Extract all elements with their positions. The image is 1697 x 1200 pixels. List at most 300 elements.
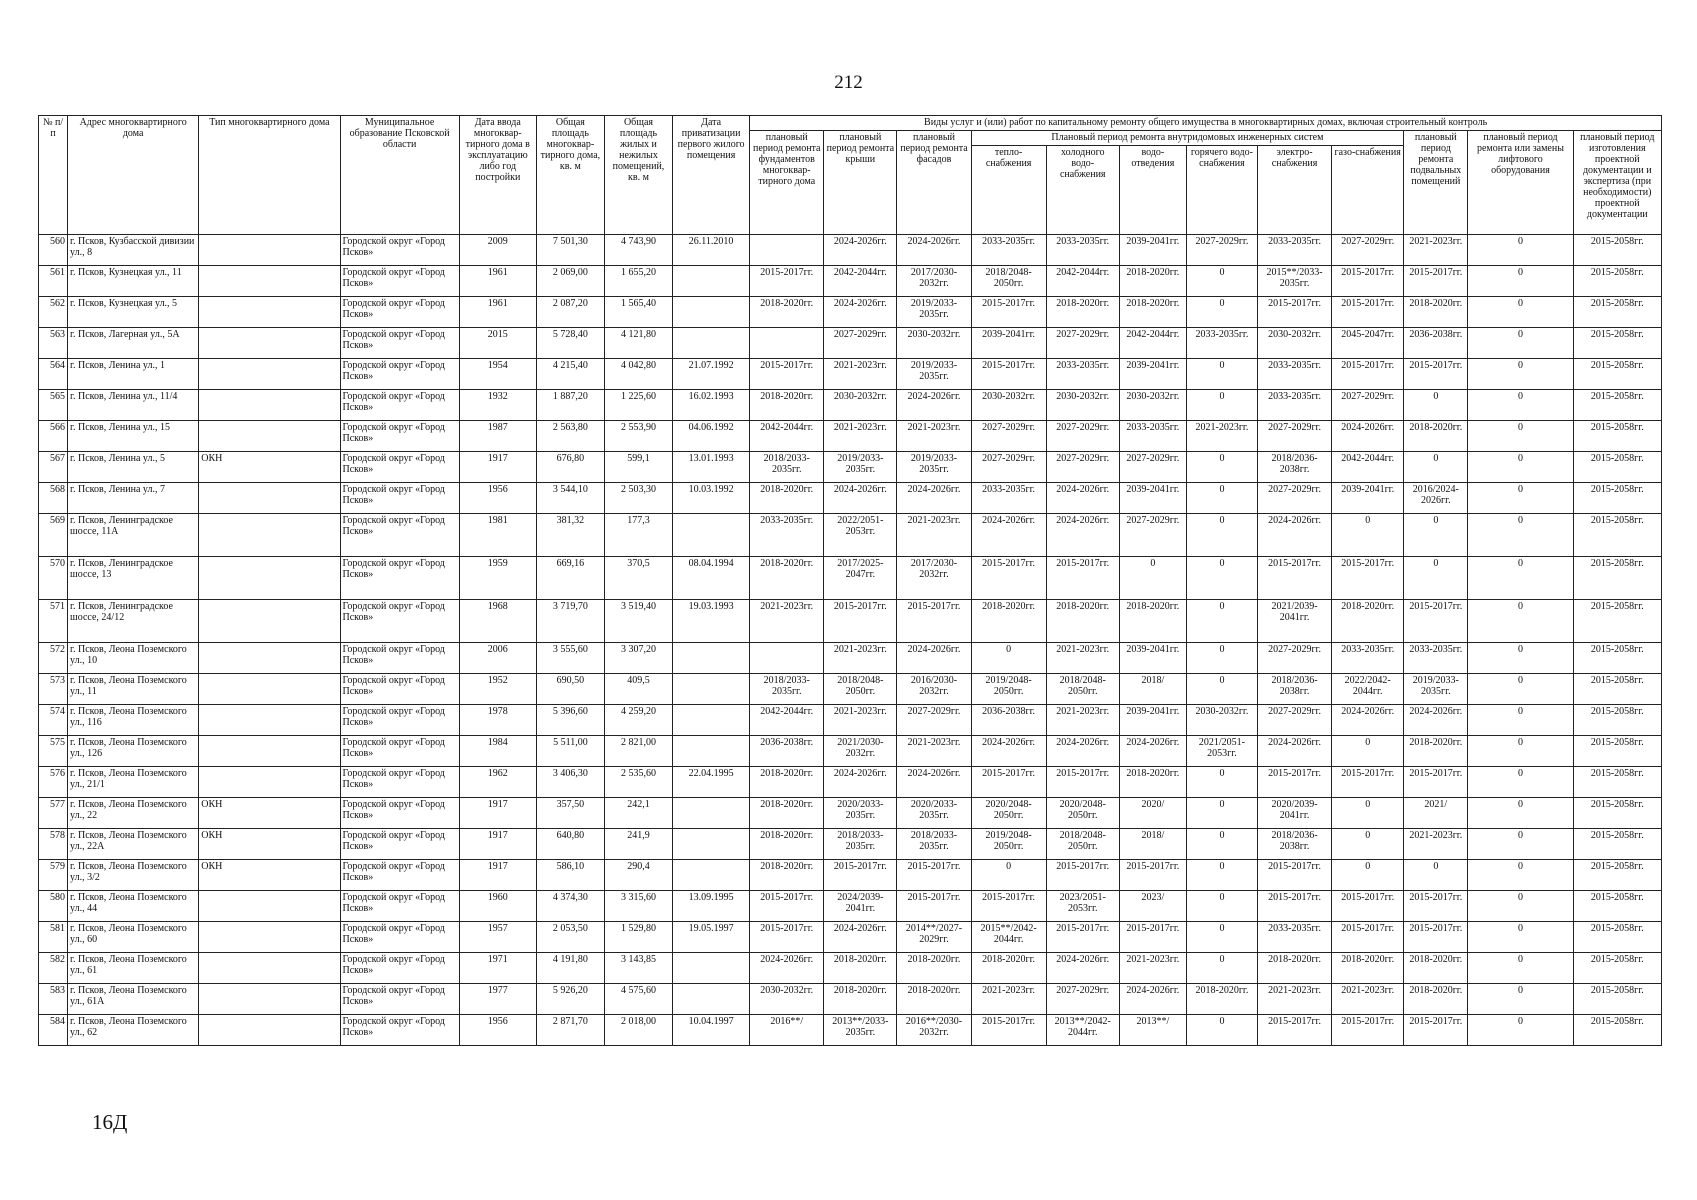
row-elevator: 0 — [1468, 1015, 1573, 1046]
row-privatization: 16.02.1993 — [673, 390, 750, 421]
row-cold-water: 2027-2029гг. — [1046, 328, 1119, 359]
table-row — [39, 328, 1662, 359]
row-gas: 2045-2047гг. — [1332, 328, 1404, 359]
row-cold-water: 2030-2032гг. — [1046, 390, 1119, 421]
row-type — [199, 359, 340, 390]
row-facade: 2021-2023гг. — [897, 421, 971, 452]
row-type — [199, 953, 340, 984]
row-facade: 2024-2026гг. — [897, 643, 971, 674]
table-row — [39, 600, 1662, 643]
row-foundation: 2018-2020гг. — [750, 860, 824, 891]
row-total-area: 5 511,00 — [536, 736, 604, 767]
row-drainage: 2027-2029гг. — [1119, 452, 1186, 483]
row-address: г. Псков, Ленинградское шоссе, 24/12 — [68, 600, 199, 643]
row-gas: 2042-2044гг. — [1332, 452, 1404, 483]
row-roof: 2024/2039-2041гг. — [824, 891, 897, 922]
row-cold-water: 2015-2017гг. — [1046, 922, 1119, 953]
row-heat: 2018-2020гг. — [971, 953, 1046, 984]
row-municipality: Городской округ «Город Псков» — [340, 514, 459, 557]
row-type — [199, 514, 340, 557]
row-living-area: 3 307,20 — [604, 643, 672, 674]
row-design-docs: 2015-2058гг. — [1573, 736, 1661, 767]
row-facade: 2015-2017гг. — [897, 600, 971, 643]
row-living-area: 242,1 — [604, 798, 672, 829]
row-heat: 2033-2035гг. — [971, 483, 1046, 514]
row-gas: 2022/2042-2044гг. — [1332, 674, 1404, 705]
row-total-area: 1 887,20 — [536, 390, 604, 421]
row-drainage: 2021-2023гг. — [1119, 953, 1186, 984]
row-design-docs: 2015-2058гг. — [1573, 767, 1661, 798]
row-foundation: 2030-2032гг. — [750, 984, 824, 1015]
row-design-docs: 2015-2058гг. — [1573, 421, 1661, 452]
row-cold-water: 2018-2020гг. — [1046, 297, 1119, 328]
row-electric: 2033-2035гг. — [1258, 235, 1332, 266]
row-privatization — [673, 829, 750, 860]
row-cold-water: 2021-2023гг. — [1046, 705, 1119, 736]
row-type — [199, 390, 340, 421]
row-heat: 2036-2038гг. — [971, 705, 1046, 736]
row-cold-water: 2042-2044гг. — [1046, 266, 1119, 297]
row-elevator: 0 — [1468, 984, 1573, 1015]
row-year: 1932 — [459, 390, 536, 421]
row-type — [199, 235, 340, 266]
row-type: ОКН — [199, 829, 340, 860]
row-address: г. Псков, Ленинградское шоссе, 13 — [68, 557, 199, 600]
row-facade: 2024-2026гг. — [897, 390, 971, 421]
row-privatization — [673, 643, 750, 674]
row-cold-water: 2020/2048-2050гг. — [1046, 798, 1119, 829]
row-facade: 2016/2030-2032гг. — [897, 674, 971, 705]
row-gas: 2039-2041гг. — [1332, 483, 1404, 514]
row-total-area: 2 087,20 — [536, 297, 604, 328]
row-elevator: 0 — [1468, 266, 1573, 297]
table-row — [39, 705, 1662, 736]
row-type: ОКН — [199, 452, 340, 483]
row-heat: 2024-2026гг. — [971, 514, 1046, 557]
row-municipality: Городской округ «Город Псков» — [340, 736, 459, 767]
row-roof: 2018/2048-2050гг. — [824, 674, 897, 705]
row-address: г. Псков, Ленина ул., 7 — [68, 483, 199, 514]
row-basement: 2033-2035гг. — [1404, 643, 1468, 674]
header-foundation: плановый период ремонта фундаментов многоквар-тирного дома — [750, 131, 824, 235]
row-elevator: 0 — [1468, 705, 1573, 736]
row-cold-water: 2021-2023гг. — [1046, 643, 1119, 674]
row-address: г. Псков, Леона Поземского ул., 116 — [68, 705, 199, 736]
row-facade: 2014**/2027-2029гг. — [897, 922, 971, 953]
row-address: г. Псков, Ленина ул., 5 — [68, 452, 199, 483]
row-design-docs: 2015-2058гг. — [1573, 643, 1661, 674]
row-roof: 2020/2033-2035гг. — [824, 798, 897, 829]
row-elevator: 0 — [1468, 297, 1573, 328]
row-heat: 2024-2026гг. — [971, 736, 1046, 767]
row-electric: 2018/2036-2038гг. — [1258, 829, 1332, 860]
row-electric: 2030-2032гг. — [1258, 328, 1332, 359]
row-gas: 2024-2026гг. — [1332, 421, 1404, 452]
row-number: 574 — [39, 705, 68, 736]
row-heat: 2015-2017гг. — [971, 891, 1046, 922]
row-basement: 2018-2020гг. — [1404, 297, 1468, 328]
row-drainage: 2018-2020гг. — [1119, 600, 1186, 643]
row-electric: 2018/2036-2038гг. — [1258, 452, 1332, 483]
row-total-area: 2 069,00 — [536, 266, 604, 297]
row-privatization: 10.03.1992 — [673, 483, 750, 514]
row-electric: 2027-2029гг. — [1258, 643, 1332, 674]
header-num: № п/п — [39, 116, 68, 235]
row-elevator: 0 — [1468, 674, 1573, 705]
row-municipality: Городской округ «Город Псков» — [340, 829, 459, 860]
row-number: 563 — [39, 328, 68, 359]
row-foundation: 2042-2044гг. — [750, 705, 824, 736]
row-hot-water: 0 — [1186, 922, 1257, 953]
row-design-docs: 2015-2058гг. — [1573, 953, 1661, 984]
row-basement: 2015-2017гг. — [1404, 922, 1468, 953]
row-foundation: 2018-2020гг. — [750, 483, 824, 514]
row-privatization: 08.04.1994 — [673, 557, 750, 600]
row-elevator: 0 — [1468, 860, 1573, 891]
header-gas: газо-снабжения — [1332, 146, 1404, 235]
row-hot-water: 0 — [1186, 829, 1257, 860]
header-type: Тип многоквартирного дома — [199, 116, 340, 235]
row-roof: 2018-2020гг. — [824, 984, 897, 1015]
row-hot-water: 0 — [1186, 767, 1257, 798]
header-electric: электро-снабжения — [1258, 146, 1332, 235]
row-cold-water: 2015-2017гг. — [1046, 557, 1119, 600]
row-year: 1984 — [459, 736, 536, 767]
row-hot-water: 2033-2035гг. — [1186, 328, 1257, 359]
table-row — [39, 514, 1662, 557]
row-privatization — [673, 328, 750, 359]
row-hot-water: 0 — [1186, 514, 1257, 557]
row-basement: 2015-2017гг. — [1404, 891, 1468, 922]
row-number: 578 — [39, 829, 68, 860]
row-total-area: 690,50 — [536, 674, 604, 705]
table-row — [39, 235, 1662, 266]
row-heat: 2015-2017гг. — [971, 767, 1046, 798]
table-row — [39, 860, 1662, 891]
row-municipality: Городской округ «Город Псков» — [340, 984, 459, 1015]
row-address: г. Псков, Ленинградское шоссе, 11А — [68, 514, 199, 557]
row-address: г. Псков, Леона Поземского ул., 62 — [68, 1015, 199, 1046]
header-drainage: водо-отведения — [1119, 146, 1186, 235]
row-elevator: 0 — [1468, 891, 1573, 922]
row-municipality: Городской округ «Город Псков» — [340, 891, 459, 922]
row-foundation: 2018-2020гг. — [750, 297, 824, 328]
row-gas: 0 — [1332, 736, 1404, 767]
row-cold-water: 2024-2026гг. — [1046, 483, 1119, 514]
row-foundation: 2018-2020гг. — [750, 390, 824, 421]
row-living-area: 290,4 — [604, 860, 672, 891]
row-drainage: 2033-2035гг. — [1119, 421, 1186, 452]
header-cold-water: холодного водо-снабжения — [1046, 146, 1119, 235]
row-number: 565 — [39, 390, 68, 421]
row-heat: 2015-2017гг. — [971, 359, 1046, 390]
row-living-area: 4 743,90 — [604, 235, 672, 266]
row-drainage: 2015-2017гг. — [1119, 922, 1186, 953]
row-roof: 2030-2032гг. — [824, 390, 897, 421]
row-number: 580 — [39, 891, 68, 922]
row-privatization: 26.11.2010 — [673, 235, 750, 266]
row-roof: 2024-2026гг. — [824, 767, 897, 798]
table-row — [39, 798, 1662, 829]
row-year: 2009 — [459, 235, 536, 266]
row-type — [199, 421, 340, 452]
row-gas: 2015-2017гг. — [1332, 767, 1404, 798]
row-drainage: 2039-2041гг. — [1119, 359, 1186, 390]
row-year: 1956 — [459, 483, 536, 514]
row-facade: 2015-2017гг. — [897, 860, 971, 891]
row-roof: 2015-2017гг. — [824, 860, 897, 891]
row-drainage: 2039-2041гг. — [1119, 705, 1186, 736]
header-design-docs: плановый период изготовления проектной документации и экспертиза (при необходимости) проектной документации — [1573, 131, 1661, 235]
row-design-docs: 2015-2058гг. — [1573, 674, 1661, 705]
row-total-area: 640,80 — [536, 829, 604, 860]
row-design-docs: 2015-2058гг. — [1573, 328, 1661, 359]
row-number: 569 — [39, 514, 68, 557]
row-design-docs: 2015-2058гг. — [1573, 452, 1661, 483]
row-year: 1957 — [459, 922, 536, 953]
row-elevator: 0 — [1468, 390, 1573, 421]
row-roof: 2024-2026гг. — [824, 235, 897, 266]
row-drainage: 2018-2020гг. — [1119, 767, 1186, 798]
row-municipality: Городской округ «Город Псков» — [340, 297, 459, 328]
row-living-area: 1 529,80 — [604, 922, 672, 953]
row-facade: 2019/2033-2035гг. — [897, 452, 971, 483]
row-hot-water: 2018-2020гг. — [1186, 984, 1257, 1015]
row-address: г. Псков, Ленина ул., 15 — [68, 421, 199, 452]
row-municipality: Городской округ «Город Псков» — [340, 643, 459, 674]
row-cold-water: 2015-2017гг. — [1046, 767, 1119, 798]
row-gas: 2015-2017гг. — [1332, 922, 1404, 953]
row-elevator: 0 — [1468, 953, 1573, 984]
row-heat: 2015**/2042-2044гг. — [971, 922, 1046, 953]
row-address: г. Псков, Леона Поземского ул., 22А — [68, 829, 199, 860]
row-roof: 2018-2020гг. — [824, 953, 897, 984]
row-hot-water: 0 — [1186, 891, 1257, 922]
row-design-docs: 2015-2058гг. — [1573, 891, 1661, 922]
row-heat: 2027-2029гг. — [971, 452, 1046, 483]
row-foundation — [750, 643, 824, 674]
row-hot-water: 0 — [1186, 266, 1257, 297]
row-year: 1961 — [459, 297, 536, 328]
row-total-area: 3 544,10 — [536, 483, 604, 514]
row-design-docs: 2015-2058гг. — [1573, 922, 1661, 953]
row-drainage: 2039-2041гг. — [1119, 643, 1186, 674]
row-address: г. Псков, Кузбасской дивизии ул., 8 — [68, 235, 199, 266]
row-year: 1971 — [459, 953, 536, 984]
row-living-area: 3 315,60 — [604, 891, 672, 922]
header-works-group: Виды услуг и (или) работ по капитальному ремонту общего имущества в многоквартирных домах, включая строительный контроль — [750, 116, 1662, 131]
row-number: 570 — [39, 557, 68, 600]
row-year: 1978 — [459, 705, 536, 736]
row-basement: 2036-2038гг. — [1404, 328, 1468, 359]
row-hot-water: 2021/2051-2053гг. — [1186, 736, 1257, 767]
row-municipality: Городской округ «Город Псков» — [340, 328, 459, 359]
row-gas: 0 — [1332, 829, 1404, 860]
row-cold-water: 2018-2020гг. — [1046, 600, 1119, 643]
row-gas: 0 — [1332, 798, 1404, 829]
row-electric: 2018/2036-2038гг. — [1258, 674, 1332, 705]
row-roof: 2024-2026гг. — [824, 297, 897, 328]
row-basement: 2015-2017гг. — [1404, 359, 1468, 390]
row-cold-water: 2018/2048-2050гг. — [1046, 829, 1119, 860]
table-row — [39, 483, 1662, 514]
row-total-area: 5 728,40 — [536, 328, 604, 359]
row-cold-water: 2013**/2042-2044гг. — [1046, 1015, 1119, 1046]
row-roof: 2015-2017гг. — [824, 600, 897, 643]
row-basement: 2018-2020гг. — [1404, 736, 1468, 767]
row-foundation: 2024-2026гг. — [750, 953, 824, 984]
row-type — [199, 674, 340, 705]
row-electric: 2024-2026гг. — [1258, 514, 1332, 557]
row-design-docs: 2015-2058гг. — [1573, 483, 1661, 514]
row-type — [199, 984, 340, 1015]
row-type — [199, 891, 340, 922]
row-electric: 2024-2026гг. — [1258, 736, 1332, 767]
row-total-area: 3 719,70 — [536, 600, 604, 643]
table-row — [39, 1015, 1662, 1046]
row-living-area: 1 655,20 — [604, 266, 672, 297]
row-hot-water: 2027-2029гг. — [1186, 235, 1257, 266]
row-design-docs: 2015-2058гг. — [1573, 514, 1661, 557]
row-elevator: 0 — [1468, 557, 1573, 600]
row-roof: 2042-2044гг. — [824, 266, 897, 297]
row-foundation: 2036-2038гг. — [750, 736, 824, 767]
row-heat: 2019/2048-2050гг. — [971, 674, 1046, 705]
row-year: 1917 — [459, 829, 536, 860]
table-body — [39, 235, 1662, 1046]
row-year: 1952 — [459, 674, 536, 705]
header-basement: плановый период ремонта подвальных помещений — [1404, 131, 1468, 235]
row-foundation: 2033-2035гг. — [750, 514, 824, 557]
row-year: 1956 — [459, 1015, 536, 1046]
row-elevator: 0 — [1468, 767, 1573, 798]
table-row — [39, 390, 1662, 421]
row-electric: 2027-2029гг. — [1258, 705, 1332, 736]
table-row — [39, 643, 1662, 674]
row-hot-water: 0 — [1186, 600, 1257, 643]
row-gas: 2015-2017гг. — [1332, 297, 1404, 328]
row-number: 576 — [39, 767, 68, 798]
row-total-area: 5 396,60 — [536, 705, 604, 736]
row-basement: 2019/2033-2035гг. — [1404, 674, 1468, 705]
header-heat: тепло-снабжения — [971, 146, 1046, 235]
row-gas: 2015-2017гг. — [1332, 266, 1404, 297]
row-design-docs: 2015-2058гг. — [1573, 266, 1661, 297]
row-type: ОКН — [199, 798, 340, 829]
row-living-area: 2 553,90 — [604, 421, 672, 452]
row-municipality: Городской округ «Город Псков» — [340, 483, 459, 514]
row-foundation: 2018-2020гг. — [750, 798, 824, 829]
row-type: ОКН — [199, 860, 340, 891]
row-elevator: 0 — [1468, 829, 1573, 860]
row-privatization: 19.03.1993 — [673, 600, 750, 643]
row-drainage: 2024-2026гг. — [1119, 984, 1186, 1015]
row-heat: 0 — [971, 643, 1046, 674]
row-number: 560 — [39, 235, 68, 266]
row-year: 1954 — [459, 359, 536, 390]
row-municipality: Городской округ «Город Псков» — [340, 860, 459, 891]
row-basement: 0 — [1404, 390, 1468, 421]
row-address: г. Псков, Кузнецкая ул., 5 — [68, 297, 199, 328]
row-cold-water: 2015-2017гг. — [1046, 860, 1119, 891]
row-heat: 2021-2023гг. — [971, 984, 1046, 1015]
row-address: г. Псков, Лагерная ул., 5А — [68, 328, 199, 359]
row-privatization: 10.04.1997 — [673, 1015, 750, 1046]
row-municipality: Городской округ «Город Псков» — [340, 674, 459, 705]
row-heat: 2027-2029гг. — [971, 421, 1046, 452]
row-total-area: 357,50 — [536, 798, 604, 829]
row-number: 575 — [39, 736, 68, 767]
header-municipality: Муниципальное образование Псковской области — [340, 116, 459, 235]
row-electric: 2020/2039-2041гг. — [1258, 798, 1332, 829]
row-hot-water: 0 — [1186, 860, 1257, 891]
row-year: 2015 — [459, 328, 536, 359]
row-basement: 2015-2017гг. — [1404, 600, 1468, 643]
row-type — [199, 600, 340, 643]
header-address: Адрес многоквартирного дома — [68, 116, 199, 235]
row-living-area: 1 225,60 — [604, 390, 672, 421]
row-basement: 2018-2020гг. — [1404, 984, 1468, 1015]
row-living-area: 241,9 — [604, 829, 672, 860]
row-privatization — [673, 984, 750, 1015]
row-design-docs: 2015-2058гг. — [1573, 705, 1661, 736]
row-municipality: Городской округ «Город Псков» — [340, 390, 459, 421]
row-address: г. Псков, Кузнецкая ул., 11 — [68, 266, 199, 297]
table-row — [39, 359, 1662, 390]
row-municipality: Городской округ «Город Псков» — [340, 922, 459, 953]
row-type — [199, 922, 340, 953]
row-number: 584 — [39, 1015, 68, 1046]
row-privatization — [673, 736, 750, 767]
row-municipality: Городской округ «Город Псков» — [340, 767, 459, 798]
row-cold-water: 2033-2035гг. — [1046, 235, 1119, 266]
header-living-area: Общая площадь жилых и нежилых помещений, кв. м — [604, 116, 672, 235]
row-roof: 2024-2026гг. — [824, 922, 897, 953]
row-heat: 2033-2035гг. — [971, 235, 1046, 266]
row-drainage: 2018/ — [1119, 829, 1186, 860]
row-number: 567 — [39, 452, 68, 483]
table-row — [39, 557, 1662, 600]
row-address: г. Псков, Леона Поземского ул., 11 — [68, 674, 199, 705]
row-elevator: 0 — [1468, 600, 1573, 643]
row-gas: 2027-2029гг. — [1332, 235, 1404, 266]
row-hot-water: 0 — [1186, 483, 1257, 514]
row-privatization — [673, 798, 750, 829]
row-privatization: 13.01.1993 — [673, 452, 750, 483]
row-hot-water: 2021-2023гг. — [1186, 421, 1257, 452]
row-type — [199, 328, 340, 359]
row-heat: 0 — [971, 860, 1046, 891]
row-hot-water: 0 — [1186, 297, 1257, 328]
row-foundation: 2018-2020гг. — [750, 829, 824, 860]
row-privatization: 21.07.1992 — [673, 359, 750, 390]
row-year: 1962 — [459, 767, 536, 798]
row-foundation: 2018/2033-2035гг. — [750, 452, 824, 483]
row-total-area: 676,80 — [536, 452, 604, 483]
row-basement: 2021-2023гг. — [1404, 829, 1468, 860]
capital-repair-table — [38, 115, 1662, 1046]
table-row — [39, 452, 1662, 483]
row-number: 581 — [39, 922, 68, 953]
table-row — [39, 736, 1662, 767]
row-heat: 2019/2048-2050гг. — [971, 829, 1046, 860]
row-electric: 2015-2017гг. — [1258, 557, 1332, 600]
row-foundation: 2016**/ — [750, 1015, 824, 1046]
row-total-area: 7 501,30 — [536, 235, 604, 266]
row-living-area: 2 535,60 — [604, 767, 672, 798]
row-gas: 2015-2017гг. — [1332, 557, 1404, 600]
table-row — [39, 891, 1662, 922]
